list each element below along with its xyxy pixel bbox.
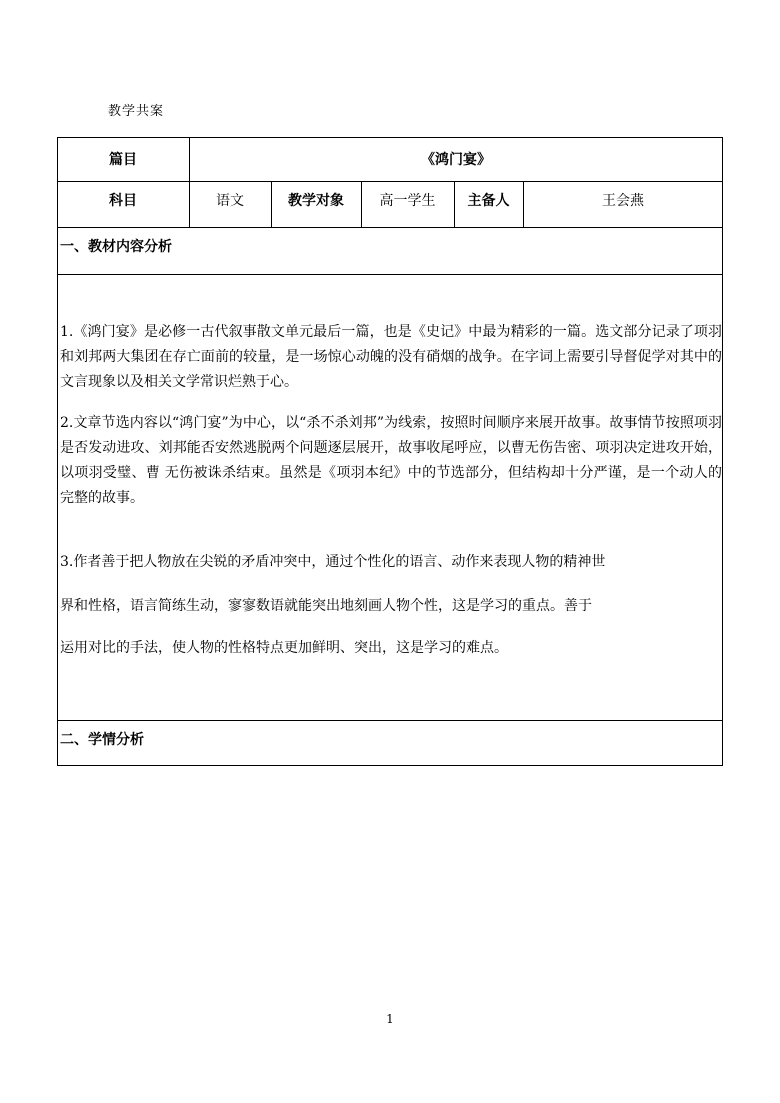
paragraph-2: 2.文章节选内容以“鸿门宴”为中心，以“杀不杀刘邦”为线索，按照时间顺序来展开故事。故事情节按照项羽是否发动进攻、刘邦能否安然逃脱两个问题逐层展开，故事收尾呼应，以曹无伤告密、项羽决定进攻开始，以项羽受璧、曹 无伤被诛杀结束。虽然是《项羽本纪》中的节选部分，但结构却十分严谨，是一个动人的完整的故事。	[60, 415, 722, 506]
lead-value-cell: 王会燕	[602, 193, 644, 209]
row-divider	[57, 274, 723, 275]
paragraph-1: 1.《鸿门宴》是必修一古代叙事散文单元最后一篇，也是《史记》中最为精彩的一篇。选文部分记录了项羽和刘邦两大集团在存亡面前的较量，是一场惊心动魄的没有硝烟的战争。在字词上需要引导督促学对其中的文言现象以及相关文学常识烂熟于心。	[60, 324, 722, 390]
subject-value-cell: 语文	[216, 193, 244, 209]
paragraph-3-line-1: 3.作者善于把人物放在尖锐的矛盾冲突中，通过个性化的语言、动作来表现人物的精神世	[60, 554, 606, 570]
audience-label-cell: 教学对象	[288, 193, 344, 209]
paragraph-3-line-3: 运用对比的手法，使人物的性格特点更加鲜明、突出，这是学习的难点。	[60, 640, 508, 656]
title-value-cell: 《鸿门宴》	[421, 152, 491, 168]
section-title-learner-analysis: 二、学情分析	[60, 732, 144, 748]
title-label-cell: 篇目	[109, 152, 137, 168]
subject-label-cell: 科目	[109, 193, 137, 209]
section-title-textbook-analysis: 一、教材内容分析	[60, 239, 172, 255]
audience-value-cell: 高一学生	[379, 193, 436, 209]
page-number: 1	[386, 1012, 394, 1026]
row-divider	[57, 720, 723, 721]
row-divider	[57, 227, 723, 228]
paragraph-3-line-2: 界和性格，语言简练生动，寥寥数语就能突出地刻画人物个性，这是学习的重点。善于	[60, 598, 592, 614]
lead-label-cell: 主备人	[467, 193, 510, 209]
document-header-label: 教学共案	[108, 104, 165, 119]
